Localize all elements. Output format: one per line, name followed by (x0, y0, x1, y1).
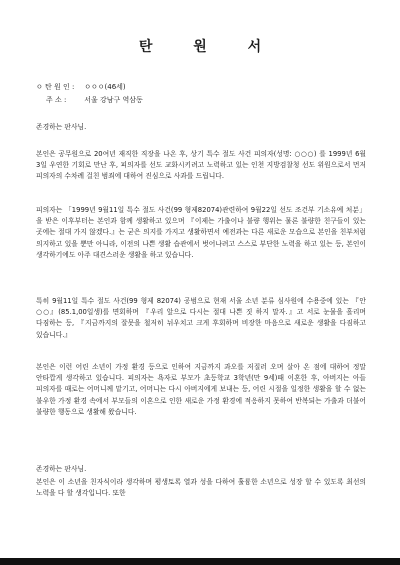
petitioner-address-value: 서울 강남구 역삼동 (84, 96, 143, 104)
petitioner-name-label: ㅇ 탄 원 인 : (36, 83, 75, 91)
petitioner-address-label: 주 소 : (46, 96, 67, 104)
petitioner-name-row (36, 83, 126, 92)
petitioner-address-row (36, 96, 143, 105)
salutation-1: 존경하는 판사님. (36, 123, 87, 131)
bottom-border (0, 558, 400, 565)
paragraph-current-life: 피의자는 「1999년 9월11일 특수 절도 사건(99 형제82074)관련하여 9월22일 선도 조건부 기소유예 처분」을 받은 이후부터는 본인과 함께 생활하고 있으며 『이제는 가출이나 불량 행위는 물론 불량한 친구들이 있는 곳에는 절대 가지 않겠다.』는 굳은 의지를 가지고 생활하면서 예전과는 다른 새로운 모습으로 본인을 친부처럼 의지하고 있을 뿐만 아니라, 이전의 나쁜 생활 습관에서 벗어나려고 스스로 부단한 노력을 하고 있는 등, 본인이 생각하기에도 아주 대견스러운 생활을 하고 있습니다. (36, 206, 366, 259)
document-title: 탄 원 서 (138, 39, 280, 55)
paragraph-commitment: 본인은 이 소년을 친자식이라 생각하며 평생토록 열과 성을 다하여 훌륭한 소년으로 성장 할 수 있도록 최선의 노력을 다 할 생각입니다. 또한 (36, 478, 366, 498)
salutation-2: 존경하는 판사님. (36, 465, 87, 473)
paragraph-apology: 본인은 공무원으로 20여년 재직한 직장을 나온 후, 상기 특수 절도 사건 피의자(성명: ○○○) 를 1999년 6월 3일 우연한 기회로 만난 후, 피의자를 선도 교화시키려고 노력하고 있는 인천 지방검찰청 선도 위원으로서 먼저 피의자의 수차례 걸친 범죄에 대하여 진심으로 사과를 드립니다. (36, 150, 366, 181)
petitioner-name-value: ㅇㅇㅇ(46세) (84, 83, 126, 91)
paragraph-accomplice-visit: 특히 9월11일 특수 절도 사건(99 형제 82074) 공범으로 현재 서울 소년 분류 심사원에 수용중에 있는 『안 ○○』(85.1,00일생)를 면회하며 『우리 앞으로 다시는 절대 나쁜 짓 하지 말자.』고 서로 눈물을 흘리며 다짐하는 등, 『지금까지의 잘못을 철저히 뉘우치고 크게 후회하며 비장한 마음으로 새로운 생활을 다짐하고 있습니다.』 (36, 297, 366, 339)
paragraph-family-background: 본인은 이런 어린 소년이 가정 환경 등으로 인하여 지금까지 과오를 저질러 오며 살아 온 점에 대하여 정말 안타깝게 생각하고 있습니다. 피의자는 욕자로 부모가 초등학교 3학년(만 9세)때 이혼한 후, 아버지는 아들 피의자를 때로는 어머니께 맡기고, 어머니는 다시 아버지에게 보내는 등, 어린 시절을 일정한 생활을 할 수 없는 불우한 가정 환경 속에서 부모들의 이혼으로 인한 새로운 가정 환경에 적응하지 못하여 반복되는 가출과 더불어 불량한 행동으로 생활해 왔습니다. (36, 363, 366, 416)
